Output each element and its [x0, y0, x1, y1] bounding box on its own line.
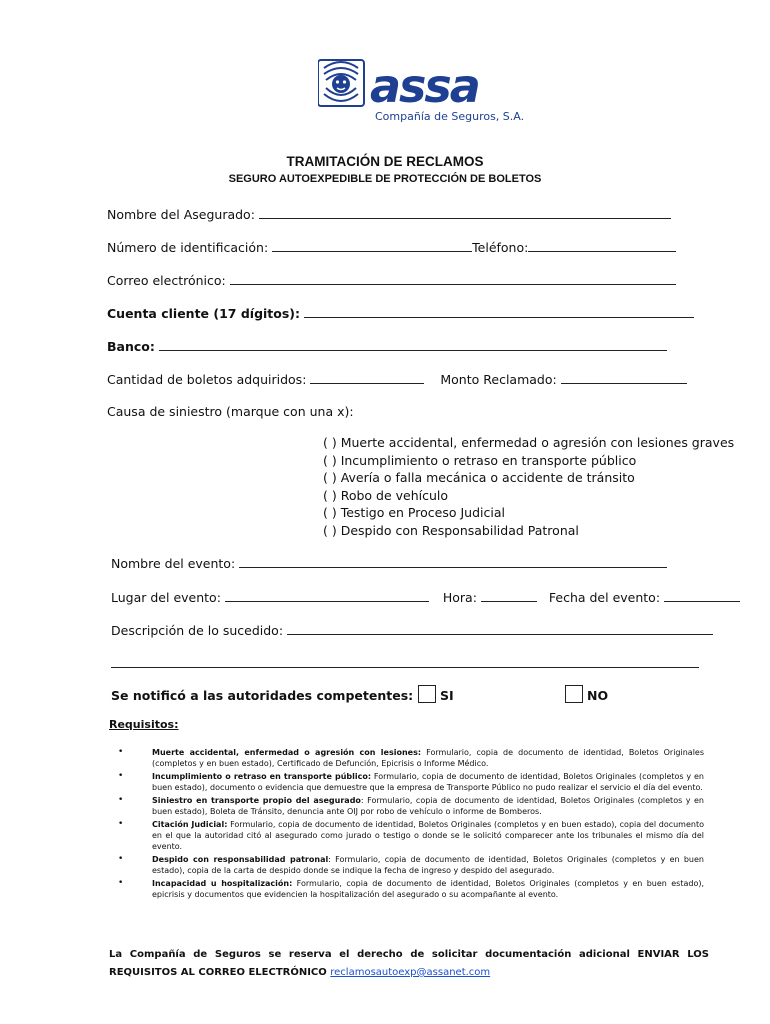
event-place-label: Lugar del evento:: [111, 590, 221, 605]
cause-option-transport-delay[interactable]: ( ) Incumplimiento o retraso en transporte público: [323, 453, 637, 468]
description-label: Descripción de lo sucedido:: [111, 623, 284, 638]
event-date-field[interactable]: [664, 589, 740, 602]
id-number-label: Número de identificación:: [107, 240, 269, 255]
requirement-item: • Incapacidad u hospitalización: Formulario, copia de documento de identidad, Boletos Originales (completos y en buen estado), epicrisis y documentos que evidencien la hospitalización del asegurado o su acompañante al evento.: [118, 878, 704, 899]
notified-no-checkbox[interactable]: [565, 685, 583, 703]
account-field[interactable]: [304, 305, 694, 318]
logo-tagline: Compañía de Seguros, S.A.: [375, 110, 525, 123]
tickets-field[interactable]: [310, 371, 424, 384]
email-field[interactable]: [230, 272, 676, 285]
cause-label: Causa de siniestro (marque con una x):: [107, 404, 354, 419]
tickets-label: Cantidad de boletos adquiridos:: [107, 372, 307, 387]
bullet-icon: •: [118, 747, 124, 757]
account-label: Cuenta cliente (17 dígitos):: [107, 306, 301, 321]
requirement-item: • Despido con responsabilidad patronal: Formulario, copia de documento de identidad, Boletos Originales (completos y en buen estado), copia de la carta de despido donde se indique la fecha de ingreso y despido del asegurado.: [118, 854, 704, 875]
bullet-icon: •: [118, 795, 124, 805]
cause-option-judicial-witness[interactable]: ( ) Testigo en Proceso Judicial: [323, 505, 505, 520]
cause-option-dismissal[interactable]: ( ) Despido con Responsabilidad Patronal: [323, 523, 579, 538]
bank-row: [107, 338, 667, 354]
amount-label: Monto Reclamado:: [440, 372, 557, 387]
description-row-2: [111, 655, 699, 671]
event-name-field[interactable]: [239, 555, 667, 568]
form-subtitle: SEGURO AUTOEXPEDIBLE DE PROTECCIÓN DE BOLETOS: [228, 173, 542, 185]
notified-no-label: NO: [587, 688, 609, 703]
phone-field[interactable]: [528, 239, 676, 252]
tickets-amount-row: [107, 371, 687, 387]
hour-label: Hora:: [442, 590, 477, 605]
amount-field[interactable]: [561, 371, 687, 384]
id-phone-row: [107, 239, 676, 255]
requirements-title: Requisitos:: [109, 718, 179, 731]
insured-name-label: Nombre del Asegurado:: [107, 207, 255, 222]
description-row: [111, 622, 713, 638]
event-place-row: [111, 589, 740, 605]
requirement-item: • Muerte accidental, enfermedad o agresión con lesiones: Formulario, copia de documento de identidad, Boletos Originales (completos y en buen estado), Certificado de Defunción, Epicrisis o Informe Médico.: [118, 747, 705, 768]
bank-label: Banco:: [107, 339, 155, 354]
notified-yes-label: SI: [440, 688, 454, 703]
bullet-icon: •: [118, 878, 124, 888]
hour-field[interactable]: [481, 589, 537, 602]
footer-email-link[interactable]: reclamosautoexp@assanet.com: [330, 967, 491, 978]
insured-name-field[interactable]: [259, 206, 671, 219]
footer-text: La Compañía de Seguros se reserva el derecho de solicitar documentación adicional ENVIAR LOS REQUISITOS AL CORREO ELECTRÓNICO: [109, 949, 709, 978]
requirement-item: • Citación Judicial: Formulario, copia de documento de identidad, Boletos Originales (completos y en buen estado), copia del documento en el que la autoridad citó al asegurado como jurado o testigo o donde se le solicitó comparecer ante los tribunales el mismo día del evento.: [118, 819, 704, 851]
event-name-row: [111, 555, 667, 571]
notification-label: Se notificó a las autoridades competentes:: [111, 688, 414, 703]
bullet-icon: •: [118, 854, 124, 864]
cause-option-vehicle-theft[interactable]: ( ) Robo de vehículo: [323, 488, 449, 503]
event-name-label: Nombre del evento:: [111, 556, 236, 571]
requirement-item: • Incumplimiento o retraso en transporte público: Formulario, copia de documento de identidad, Boletos Originales (completos y en buen estado), documento o evidencia que demuestre que la empresa de Transporte Público no pudo realizar el servicio el día del evento.: [118, 771, 704, 792]
email-row: [107, 272, 676, 288]
event-date-label: Fecha del evento:: [548, 590, 661, 605]
assa-logo-graphic: [318, 58, 508, 110]
bullet-icon: •: [118, 819, 124, 829]
notified-yes-checkbox[interactable]: [418, 685, 436, 703]
description-field[interactable]: [287, 622, 713, 635]
requirement-item: • Siniestro en transporte propio del asegurado: Formulario, copia de documento de identidad, Boletos Originales (completos y en buen estado), Boleta de Tránsito, denuncia ante OIJ por robo de vehículo o informe de Bomberos.: [118, 795, 704, 816]
brand-wordmark: assa: [370, 59, 479, 110]
event-place-field[interactable]: [225, 589, 429, 602]
account-row: [107, 305, 694, 321]
footer-note: [109, 946, 709, 982]
form-title: TRAMITACIÓN DE RECLAMOS: [286, 154, 484, 169]
requirements-list: [118, 747, 704, 902]
phone-label: Teléfono:: [472, 240, 529, 255]
email-label: Correo electrónico:: [107, 273, 226, 288]
description-field-2[interactable]: [111, 655, 699, 668]
bank-field[interactable]: [159, 338, 667, 351]
cause-option-breakdown[interactable]: ( ) Avería o falla mecánica o accidente de tránsito: [323, 470, 635, 485]
bullet-icon: •: [118, 771, 124, 781]
cause-option-death[interactable]: ( ) Muerte accidental, enfermedad o agresión con lesiones graves: [323, 435, 735, 450]
insured-name-row: [107, 206, 671, 222]
id-number-field[interactable]: [272, 239, 472, 252]
